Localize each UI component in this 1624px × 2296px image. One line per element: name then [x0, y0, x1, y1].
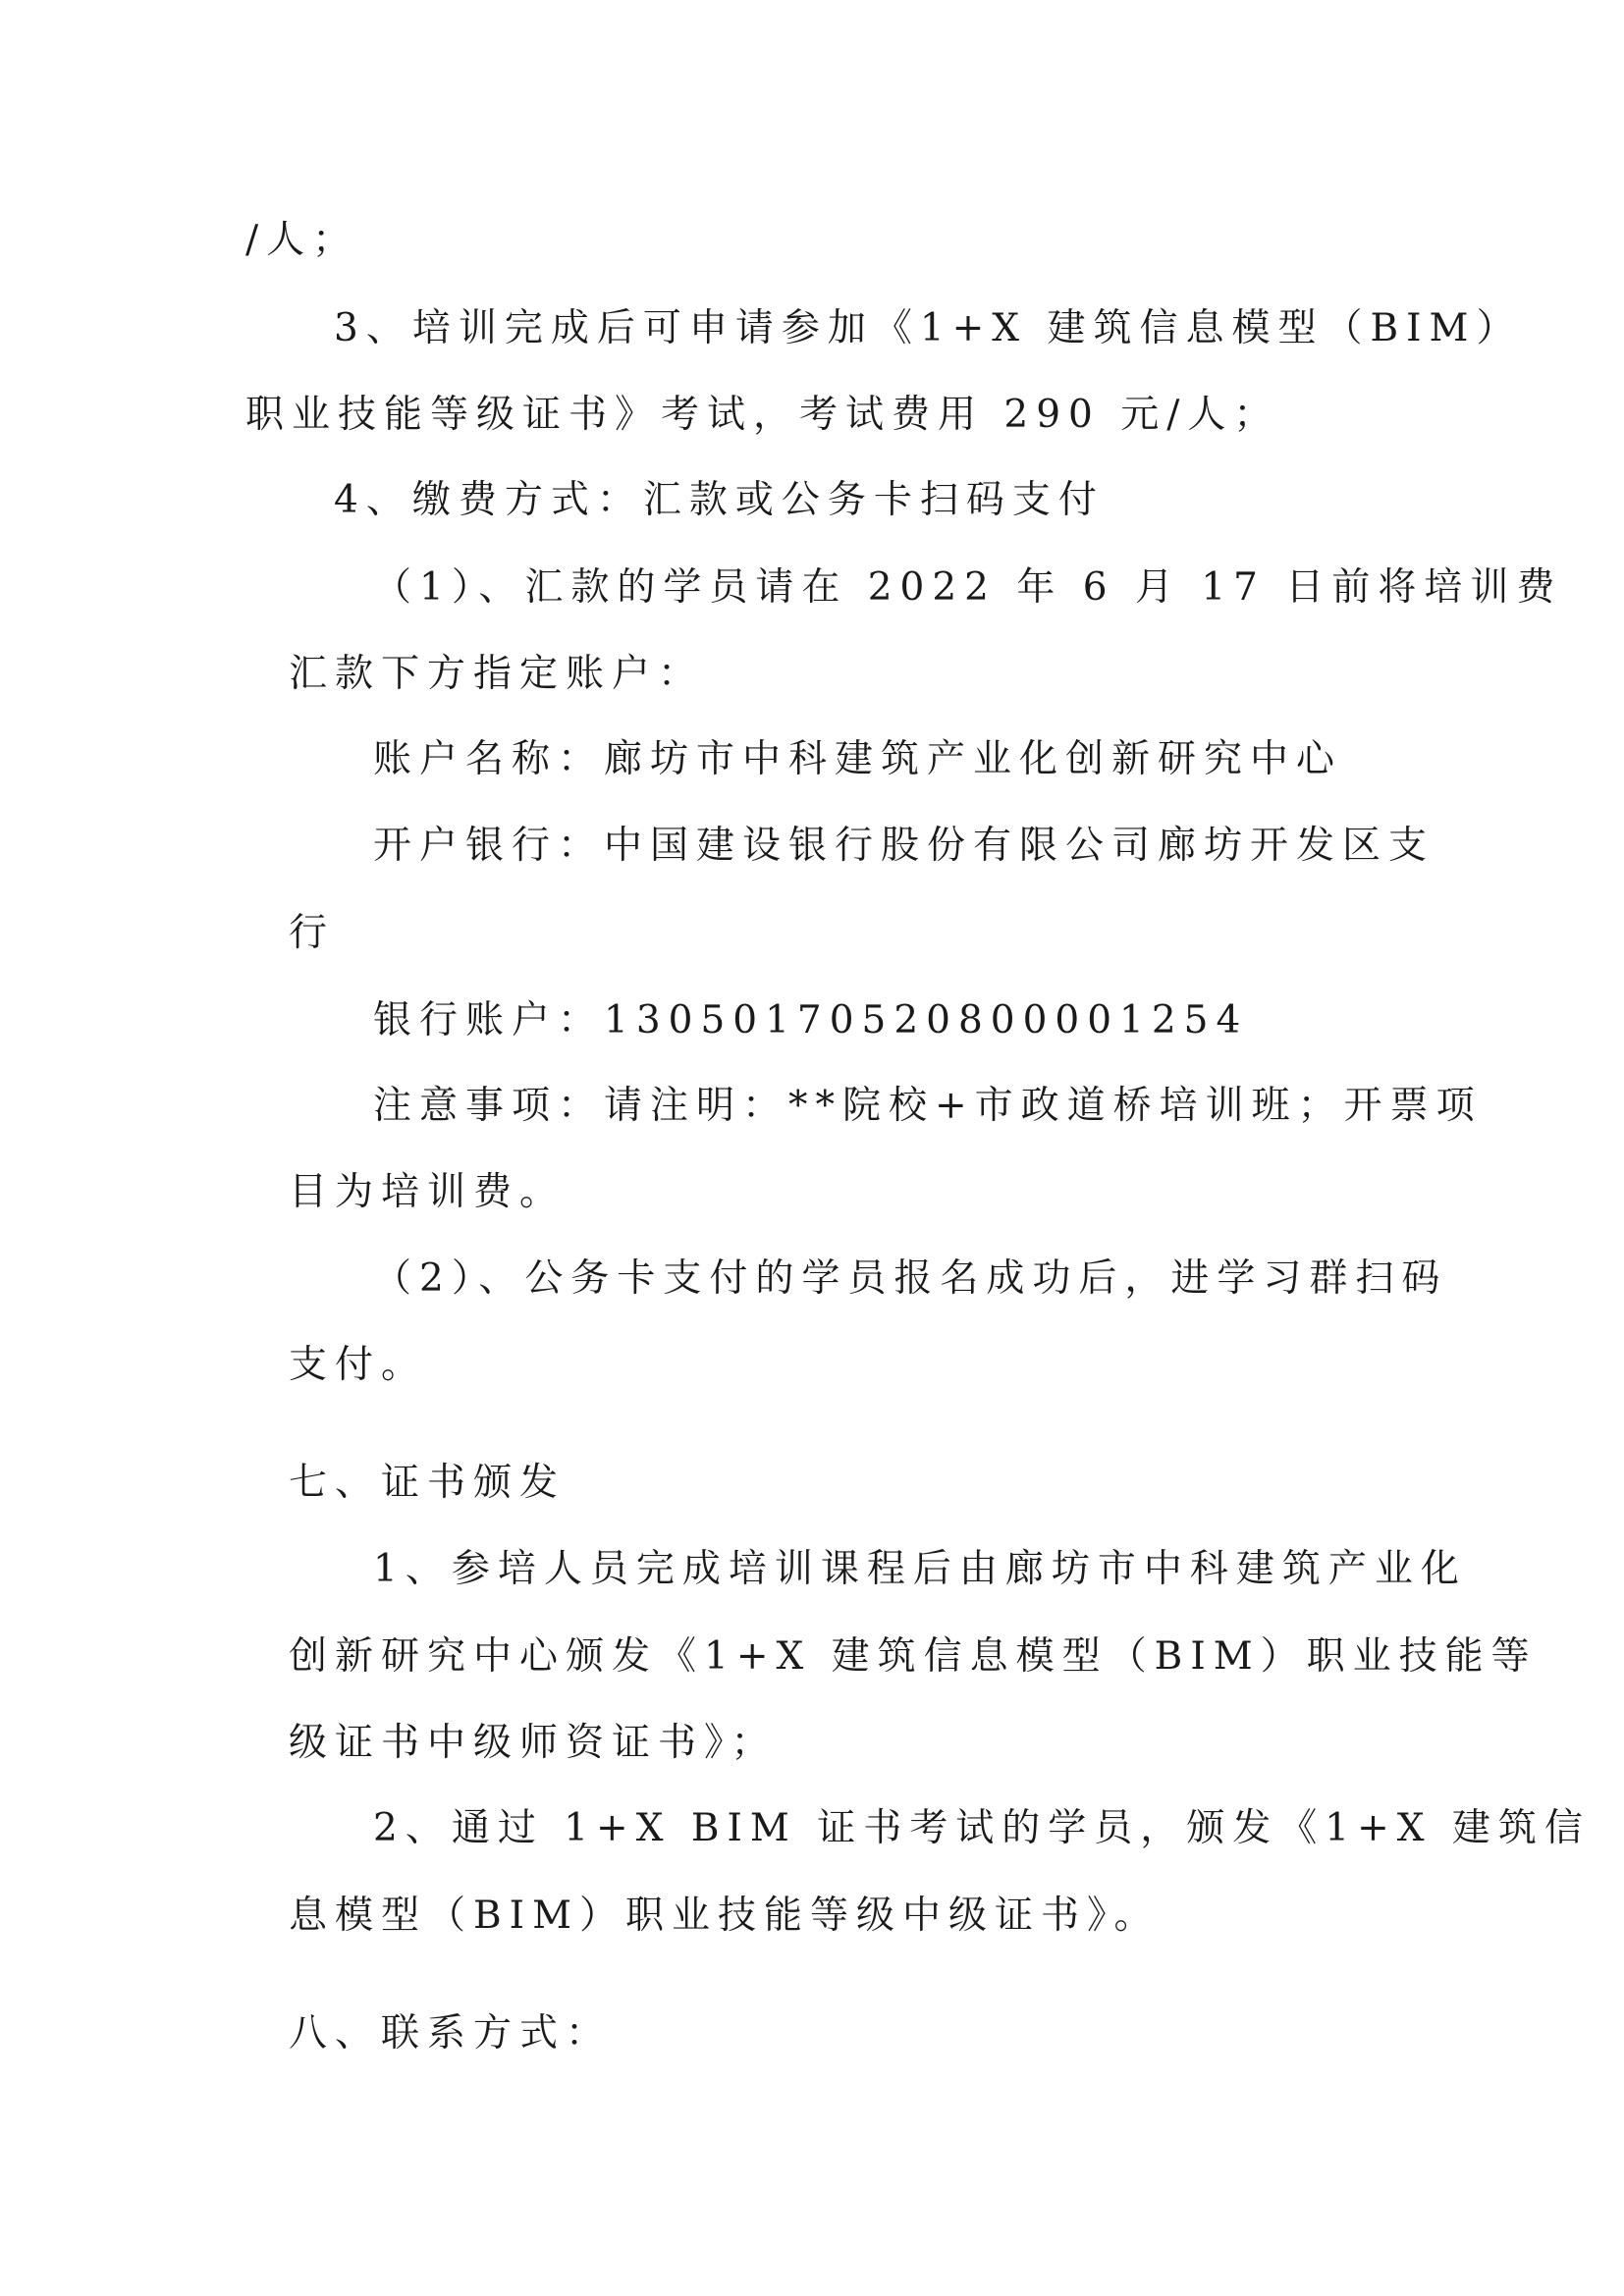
text-line-12: 目为培训费。 [289, 1170, 567, 1214]
text-line-3: 职业技能等级证书》考试，考试费用 290 元/人； [245, 393, 1280, 437]
text-line-2: 3、培训完成后可申请参加《1+X 建筑信息模型（BIM） [334, 306, 1523, 350]
text-line-16: 1、参培人员完成培训课程后由廊坊市中科建筑产业化 [373, 1547, 1467, 1591]
text-line-9: 行 [289, 911, 336, 955]
text-line-20: 息模型（BIM）职业技能等级中级证书》。 [289, 1894, 1161, 1938]
text-line-11: 注意事项：请注明：**院校+市政道桥培训班；开票项 [373, 1084, 1483, 1128]
text-line-19: 2、通过 1+X BIM 证书考试的学员，颁发《1+X 建筑信 [373, 1806, 1591, 1850]
text-line-18: 级证书中级师资证书》； [289, 1721, 778, 1765]
text-line-17: 创新研究中心颁发《1+X 建筑信息模型（BIM）职业技能等 [289, 1634, 1538, 1679]
text-line-5: （1）、汇款的学员请在 2022 年 6 月 17 日前将培训费 [373, 565, 1563, 610]
text-line-6: 汇款下方指定账户： [289, 652, 705, 696]
section-heading-contact: 八、联系方式： [289, 2011, 613, 2056]
text-line-4: 4、缴费方式：汇款或公务卡扫码支付 [334, 478, 1105, 522]
text-line-8: 开户银行：中国建设银行股份有限公司廊坊开发区支 [373, 824, 1435, 868]
text-line-1: /人； [245, 218, 359, 262]
text-line-7: 账户名称：廊坊市中科建筑产业化创新研究中心 [373, 737, 1343, 781]
text-line-13: （2）、公务卡支付的学员报名成功后，进学习群扫码 [373, 1256, 1448, 1301]
text-line-14: 支付。 [289, 1343, 428, 1387]
section-heading-certificate: 七、证书颁发 [289, 1461, 567, 1505]
text-line-10: 银行账户：13050170520800001254 [373, 998, 1249, 1042]
